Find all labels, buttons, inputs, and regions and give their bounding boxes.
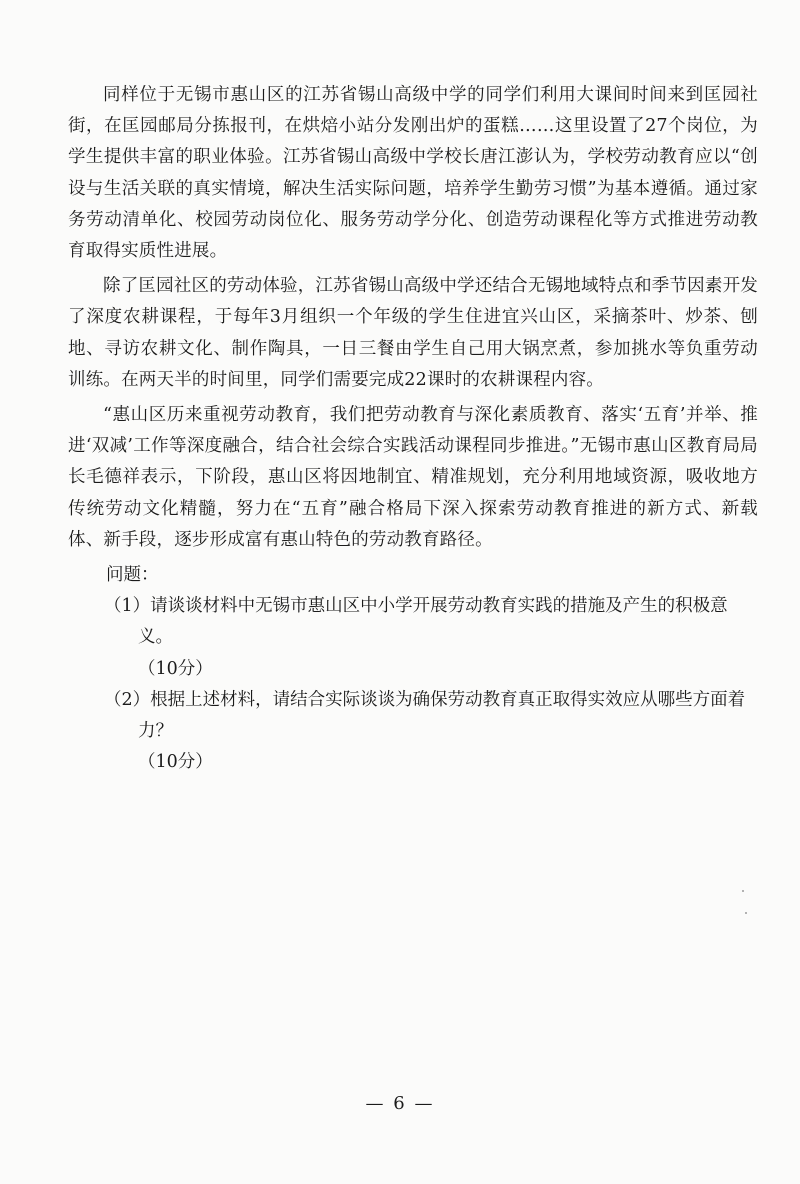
page-number: — 6 —: [365, 1093, 435, 1114]
question-1: [68, 591, 758, 685]
scan-speck: [742, 890, 744, 892]
paragraph-1: 同样位于无锡市惠山区的江苏省锡山高级中学的同学们利用大课间时间来到匡园社街，在匡园邮局分拣报刊，在烘焙小站分发刚出炉的蛋糕……这里设置了27个岗位，为学生提供丰富的职业体验。江苏省锡山高级中学校长唐江澎认为，学校劳动教育应以“创设与生活关联的真实情境，解决生活实际问题，培养学生勤劳习惯”为基本遵循。通过家务劳动清单化、校园劳动岗位化、服务劳动学分化、创造劳动课程化等方式推进劳动教育取得实质性进展。: [68, 85, 758, 262]
question-1-text: 请谈谈材料中无锡市惠山区中小学开展劳动教育实践的措施及产生的积极意义。: [138, 596, 728, 648]
question-1-number: （1）: [104, 596, 151, 617]
paragraph-3: “惠山区历来重视劳动教育，我们把劳动教育与深化素质教育、落实‘五育’并举、推进‘双减’工作等深度融合，结合社会综合实践活动课程同步推进。”无锡市惠山区教育局局长毛德祥表示，下阶段，惠山区将因地制宜、精准规划，充分利用地域资源，吸收地方传统劳动文化精髓，努力在“五育”融合格局下深入探索劳动教育推进的新方式、新载体、新手段，逐步形成富有惠山特色的劳动教育路径。: [68, 405, 758, 550]
question-1-score: （10分）: [138, 658, 213, 679]
scan-speck: [745, 912, 747, 914]
question-2-text: 根据上述材料，请结合实际谈谈为确保劳动教育真正取得实效应从哪些方面着力？: [138, 689, 746, 742]
question-2: [68, 685, 758, 779]
paragraph-2: 除了匡园社区的劳动体验，江苏省锡山高级中学还结合无锡地域特点和季节因素开发了深度农耕课程，于每年3月组织一个年级的学生住进宜兴山区，采摘茶叶、炒茶、刨地、寻访农耕文化、制作陶具，一日三餐由学生自己用大锅烹煮，参加挑水等负重劳动训练。在两天半的时间里，同学们需要完成22课时的农耕课程内容。: [68, 276, 758, 390]
questions-heading: 问题：: [106, 565, 159, 586]
document-body: [68, 80, 758, 778]
question-2-score: （10分）: [138, 752, 213, 773]
question-2-number: （2）: [104, 689, 151, 710]
